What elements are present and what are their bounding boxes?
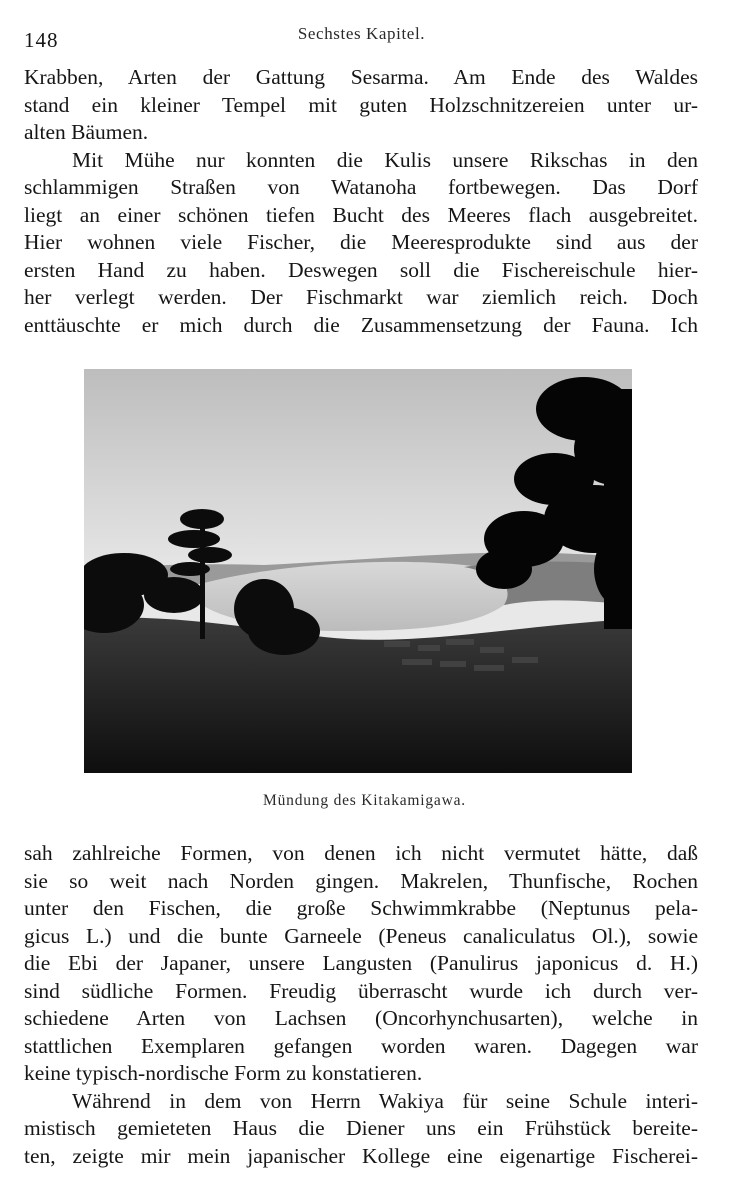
- text-line: Während in dem von Herrn Wakiya für seine Schule interi-: [72, 1088, 698, 1113]
- text-block-bottom: [24, 840, 698, 1170]
- text-line: sind südliche Formen. Freudig überrascht wurde ich durch ver-: [24, 978, 698, 1003]
- text-block-top: [24, 64, 698, 339]
- text-line: sie so weit nach Norden gingen. Makrelen, Thunfische, Rochen: [24, 868, 698, 893]
- text-line: alten Bäumen.: [24, 120, 149, 144]
- text-line: stattlichen Exemplaren gefangen worden waren. Dagegen war: [24, 1033, 698, 1058]
- text-line: ten, zeigte mir mein japanischer Kollege eine eigenartige Fischerei-: [24, 1143, 698, 1168]
- landscape-photograph: [84, 369, 632, 773]
- page-header: [24, 22, 699, 50]
- text-line: die Ebi der Japaner, unsere Langusten (Panulirus japonicus d. H.): [24, 951, 698, 975]
- text-line: Krabben, Arten der Gattung Sesarma. Am Ende des Waldes: [24, 65, 698, 89]
- text-line: sah zahlreiche Formen, von denen ich nicht vermutet hätte, daß: [24, 841, 698, 865]
- text-line: stand ein kleiner Tempel mit guten Holzschnitzereien unter ur-: [24, 92, 698, 117]
- text-line: ersten Hand zu haben. Deswegen soll die Fischereischule hier-: [24, 257, 698, 282]
- text-line: mistisch gemieteten Haus die Diener uns ein Frühstück bereite-: [24, 1116, 698, 1140]
- page-number: 148: [24, 28, 59, 52]
- text-line: Hier wohnen viele Fischer, die Meeresprodukte sind aus der: [24, 230, 698, 254]
- running-head: Sechstes Kapitel.: [297, 24, 426, 43]
- photo-illustration: [84, 369, 632, 773]
- figure-caption: Mündung des Kitakamigawa.: [263, 792, 466, 809]
- text-line: gicus L.) und die bunte Garneele (Peneus canaliculatus Ol.), sowie: [24, 923, 698, 948]
- text-line: unter den Fischen, die große Schwimmkrabbe (Neptunus pela-: [24, 896, 698, 920]
- text-line: liegt an einer schönen tiefen Bucht des Meeres flach ausgebreitet.: [24, 202, 698, 227]
- text-line: schiedene Arten von Lachsen (Oncorhynchusarten), welche in: [24, 1006, 698, 1030]
- foreground-ground: [84, 618, 632, 773]
- text-line: enttäuschte er mich durch die Zusammensetzung der Fauna. Ich: [24, 312, 698, 337]
- text-line: keine typisch-nordische Form zu konstatieren.: [24, 1061, 423, 1085]
- text-line: schlammigen Straßen von Watanoha fortbewegen. Das Dorf: [24, 175, 698, 199]
- text-line: her verlegt werden. Der Fischmarkt war ziemlich reich. Doch: [24, 285, 698, 309]
- text-line: Mit Mühe nur konnten die Kulis unsere Rikschas in den: [72, 147, 698, 172]
